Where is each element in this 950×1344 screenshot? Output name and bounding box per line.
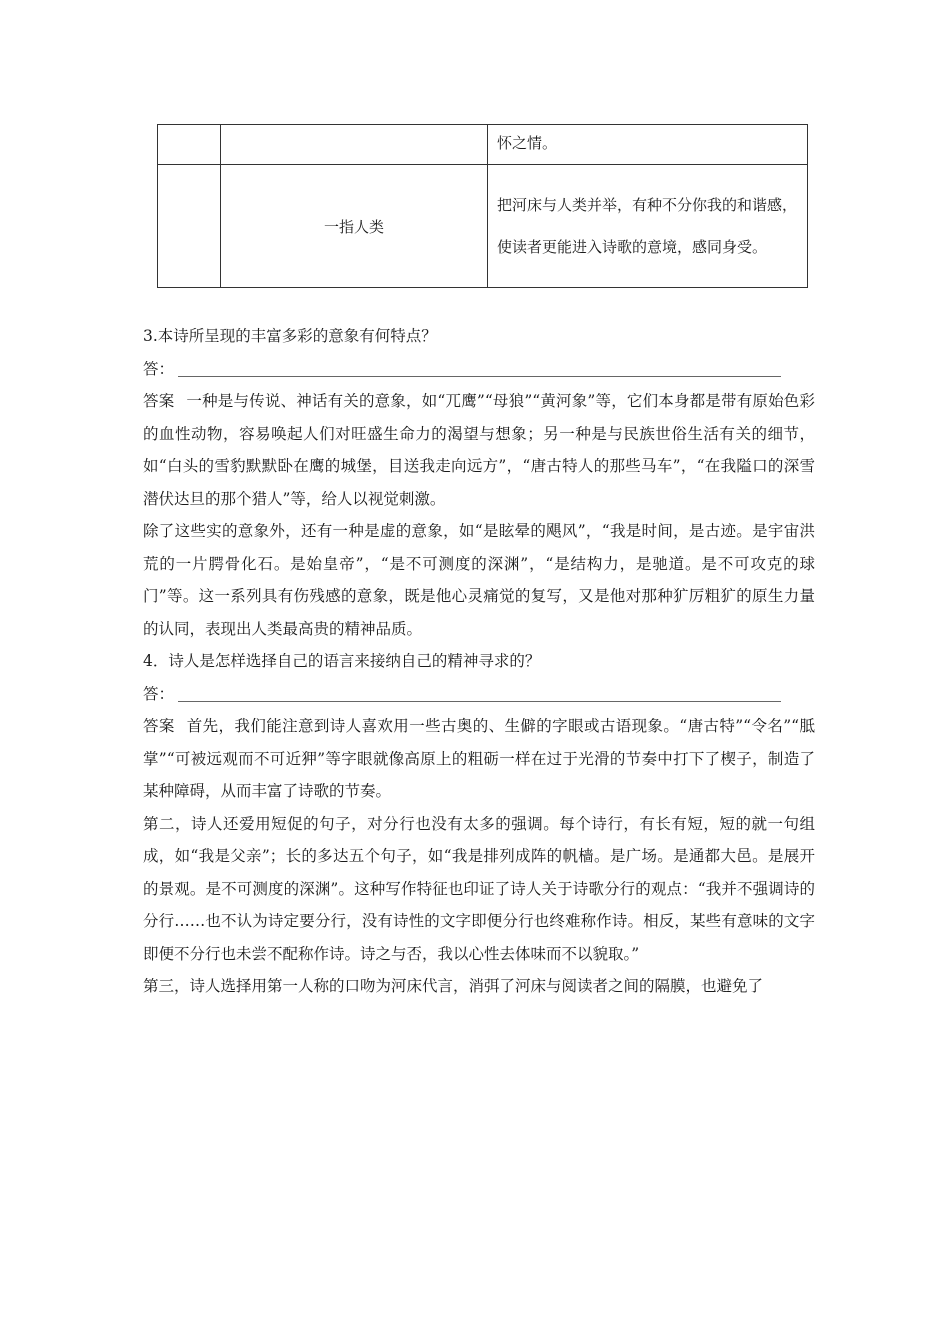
answer-text: 首先，我们能注意到诗人喜欢用一些古奥的、生僻的字眼或古语现象。“唐古特”“令名”“胝掌”“可被远观而不可近狎”等字眼就像高原上的粗砺一样在过于光滑的节奏中打下了楔子，制造了某种障碍，从而丰富了诗歌的节奏。 (143, 717, 815, 800)
table-cell: 把河床与人类并举，有种不分你我的和谐感，使读者更能进入诗歌的意境，感同身受。 (488, 165, 808, 288)
answer-3-paragraph-1 (143, 385, 815, 515)
table-cell (158, 165, 221, 288)
comparison-table (157, 124, 808, 288)
table-cell (158, 125, 221, 165)
main-content (143, 320, 815, 1003)
table-row (158, 165, 808, 288)
answer-4-paragraph-3: 第三，诗人选择用第一人称的口吻为河床代言，消弭了河床与阅读者之间的隔膜，也避免了 (143, 977, 764, 995)
answer-blank[interactable] (178, 681, 781, 702)
answer-line-4 (143, 678, 815, 711)
answer-text: 一种是与传说、神话有关的意象，如“兀鹰”“母狼”“黄河象”等，它们本身都是带有原始色彩的血性动物，容易唤起人们对旺盛生命力的渴望与想象；另一种是与民族世俗生活有关的细节，如“白头的雪豹默默卧在鹰的城堡，目送我走向远方”，“唐古特人的那些马车”，“在我隘口的深雪潜伏达旦的那个猎人”等，给人以视觉刺激。 (143, 392, 815, 508)
table-cell (221, 125, 488, 165)
answer-label: 答案 (143, 717, 175, 735)
answer-4-paragraph-1 (143, 710, 815, 808)
answer-line-3 (143, 353, 815, 386)
answer-prompt: 答： (143, 359, 175, 378)
answer-4-paragraph-2: 第二，诗人还爱用短促的句子，对分行也没有太多的强调。每个诗行，有长有短，短的就一句组成，如“我是父亲”；长的多达五个句子，如“我是排列成阵的帆樯。是广场。是通都大邑。是展开的景观。是不可测度的深渊”。这种写作特征也印证了诗人关于诗歌分行的观点：“我并不强调诗的分行……也不认为诗定要分行，没有诗性的文字即便分行也终难称作诗。相反，某些有意味的文字即便不分行也未尝不配称作诗。诗之与否，我以心性去体味而不以貌取。” (143, 814, 815, 963)
question-3: 3.本诗所呈现的丰富多彩的意象有何特点？ (143, 327, 437, 345)
answer-blank[interactable] (178, 356, 781, 377)
question-4: 4．诗人是怎样选择自己的语言来接纳自己的精神寻求的？ (143, 652, 541, 670)
table-cell: 一指人类 (221, 165, 488, 288)
answer-3-paragraph-2: 除了这些实的意象外，还有一种是虚的意象，如“是眩晕的飓风”，“我是时间，是古迹。是宇宙洪荒的一片腭骨化石。是始皇帝”，“是不可测度的深渊”，“是结构力，是驰道。是不可攻克的球门”等。这一系列具有伤残感的意象，既是他心灵痛觉的复写，又是他对那种犷厉粗犷的原生力量的认同，表现出人类最高贵的精神品质。 (143, 522, 815, 638)
answer-prompt: 答： (143, 684, 175, 703)
answer-label: 答案 (143, 392, 175, 410)
table-row (158, 125, 808, 165)
table-cell: 怀之情。 (488, 125, 808, 165)
